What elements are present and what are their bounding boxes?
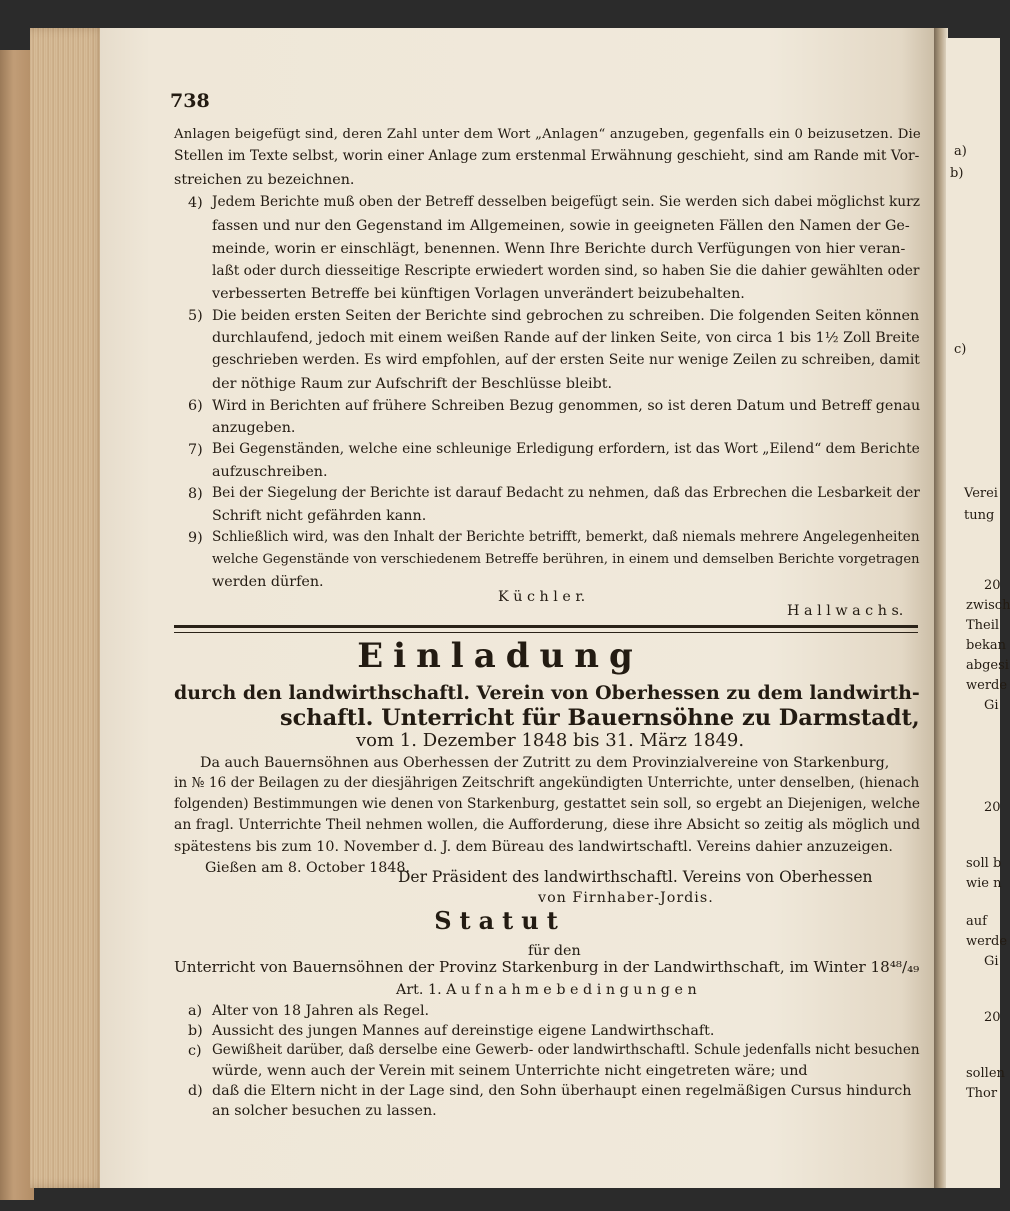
right-fragment: b) [950, 166, 964, 181]
heading-statut: Statut [434, 906, 566, 935]
right-fragment: 20 [984, 800, 1001, 815]
text-line: Schrift nicht gefährden kann. [212, 508, 427, 524]
right-fragment: sollen [966, 1066, 1005, 1081]
right-fragment: c) [954, 342, 967, 357]
item-number: 9) [188, 530, 203, 546]
item-number: 6) [188, 398, 203, 414]
text-line: welche Gegenstände von verschiedenem Betreffe berühren, in einem und demselben Berichte vorgetragen [212, 552, 920, 567]
section-rule-thin [174, 632, 918, 633]
text-line: verbesserten Betreffe bei künftigen Vorlagen unverändert beizubehalten. [212, 286, 745, 302]
president-line1: Der Präsident des landwirthschaftl. Vereins von Oberhessen [398, 868, 873, 886]
right-fragment: bekan [966, 638, 1007, 653]
item-number: 8) [188, 486, 203, 502]
heading-subtitle-line2: schaftl. Unterricht für Bauernsöhne zu Darmstadt, [280, 705, 920, 731]
right-fragment: abgesi [966, 658, 1009, 673]
statut-fuer: für den [528, 943, 581, 959]
statut-line: Unterricht von Bauernsöhnen der Provinz Starkenburg in der Landwirthschaft, im Winter 18⁴⁸/₄₉ [174, 958, 920, 976]
right-fragment: Thor [966, 1086, 998, 1101]
text-line: an fragl. Unterrichte Theil nehmen wollen, die Aufforderung, diese ihre Absicht so zeitig als möglich und [174, 817, 921, 833]
text-line: durchlaufend, jedoch mit einem weißen Rande auf der linken Seite, von circa 1 bis 1½ Zoll Breite [212, 330, 920, 346]
text-line: Anlagen beigefügt sind, deren Zahl unter dem Wort „Anlagen“ anzugeben, gegenfalls ein 0 beizusetzen. Die [174, 127, 921, 142]
right-fragment: soll b [966, 856, 1002, 871]
right-fragment: a) [954, 144, 967, 159]
signature-kuechler: K ü c h l e r. [498, 589, 586, 605]
right-fragment: Gi [984, 698, 999, 713]
right-fragment: tung [964, 508, 995, 523]
text-line: meinde, worin er einschlägt, benennen. Wenn Ihre Berichte durch Verfügungen von hier veran- [212, 241, 906, 257]
text-line: Schließlich wird, was den Inhalt der Berichte betrifft, bemerkt, daß niemals mehrere Angelegenheiten [212, 529, 920, 545]
heading-date: vom 1. Dezember 1848 bis 31. März 1849. [356, 730, 745, 751]
text-line: anzugeben. [212, 420, 296, 436]
item-number: 5) [188, 308, 203, 324]
right-fragment: Theil [966, 618, 1000, 633]
signature-hallwachs: H a l l w a c h s. [787, 603, 904, 619]
president-line2: von Firnhaber-Jordis. [538, 890, 714, 906]
right-fragment: Gi [984, 954, 999, 969]
text-line: Da auch Bauernsöhnen aus Oberhessen der Zutritt zu dem Provinzialvereine von Starkenburg, [200, 755, 890, 771]
text-line: Gewißheit darüber, daß derselbe eine Gewerb- oder landwirthschaftl. Schule jedenfalls nicht besuchen [212, 1042, 920, 1058]
text-line: geschrieben werden. Es wird empfohlen, auf der ersten Seite nur wenige Zeilen zu schreiben, damit [212, 352, 920, 368]
right-fragment: wie n [966, 876, 1002, 891]
text-line: aufzuschreiben. [212, 464, 328, 480]
section-rule-thick [174, 625, 918, 628]
text-line: Die beiden ersten Seiten der Berichte sind gebrochen zu schreiben. Die folgenden Seiten können [212, 308, 920, 324]
heading-subtitle-line1: durch den landwirthschaftl. Verein von Oberhessen zu dem landwirth- [174, 682, 920, 704]
condition-number: a) [188, 1003, 203, 1019]
text-line: in № 16 der Beilagen zu der diesjährigen Zeitschrift angekündigten Unterrichte, unter denselben, (hienach [174, 775, 920, 791]
condition-number: b) [188, 1023, 203, 1039]
condition-number: c) [188, 1043, 202, 1059]
text-line: daß die Eltern nicht in der Lage sind, den Sohn überhaupt einen regelmäßigen Cursus hindurch [212, 1083, 912, 1099]
text-line: Jedem Berichte muß oben der Betreff desselben beigefügt sein. Sie werden sich dabei möglichst kurz [212, 194, 920, 210]
text-line: folgenden) Bestimmungen wie denen von Starkenburg, gestattet sein soll, so ergebt an Diejenigen, welche [174, 796, 921, 812]
text-line: Alter von 18 Jahren als Regel. [212, 1003, 430, 1019]
article-1-heading: Art. 1. A u f n a h m e b e d i n g u n g e n [396, 982, 697, 998]
text-line: spätestens bis zum 10. November d. J. dem Büreau des landwirtschaftl. Vereins dahier anzuzeigen. [174, 839, 893, 855]
right-fragment: 20 [984, 1010, 1001, 1025]
text-line: werden dürfen. [212, 574, 324, 590]
text-line: der nöthige Raum zur Aufschrift der Beschlüsse bleibt. [212, 376, 613, 392]
text-line: würde, wenn auch der Verein mit seinem Unterrichte nicht eingetreten wäre; und [212, 1063, 808, 1079]
right-fragment: zwisch [966, 598, 1010, 613]
text-line: an solcher besuchen zu lassen. [212, 1103, 437, 1119]
text-line: Bei Gegenständen, welche eine schleunige Erledigung erfordern, ist das Wort „Eilend“ dem Berichte [212, 441, 920, 457]
item-number: 7) [188, 442, 203, 458]
text-line: Wird in Berichten auf frühere Schreiben Bezug genommen, so ist deren Datum und Betreff genau [212, 398, 921, 414]
right-page-fragment [946, 38, 1010, 1188]
text-line: Stellen im Texte selbst, worin einer Anlage zum erstenmal Erwähnung geschieht, sind am Rande mit Vor- [174, 148, 920, 164]
text-line: fassen und nur den Gegenstand im Allgemeinen, sowie in geeigneten Fällen den Namen der Ge- [212, 218, 910, 234]
item-number: 4) [188, 195, 203, 211]
right-fragment: Verei [964, 486, 998, 501]
condition-number: d) [188, 1083, 203, 1099]
text-line: streichen zu bezeichnen. [174, 172, 355, 188]
text-line: laßt oder durch diesseitige Rescripte erwiedert worden sind, so haben Sie die dahier gewählten oder [212, 263, 920, 279]
book-cover-edge [0, 50, 34, 1200]
text-line: Bei der Siegelung der Berichte ist darauf Bedacht zu nehmen, daß das Erbrechen die Lesbarkeit der [212, 485, 920, 501]
text-line: Aussicht des jungen Mannes auf dereinstige eigene Landwirthschaft. [212, 1023, 715, 1039]
place-date: Gießen am 8. October 1848. [205, 860, 411, 876]
heading-einladung: Einladung [357, 636, 643, 676]
right-fragment: werde [966, 934, 1008, 949]
right-fragment: auf [966, 914, 987, 929]
right-fragment: 20 [984, 578, 1001, 593]
page-number: 738 [170, 90, 210, 112]
page-stack-edges [30, 28, 108, 1188]
right-fragment: werde [966, 678, 1008, 693]
